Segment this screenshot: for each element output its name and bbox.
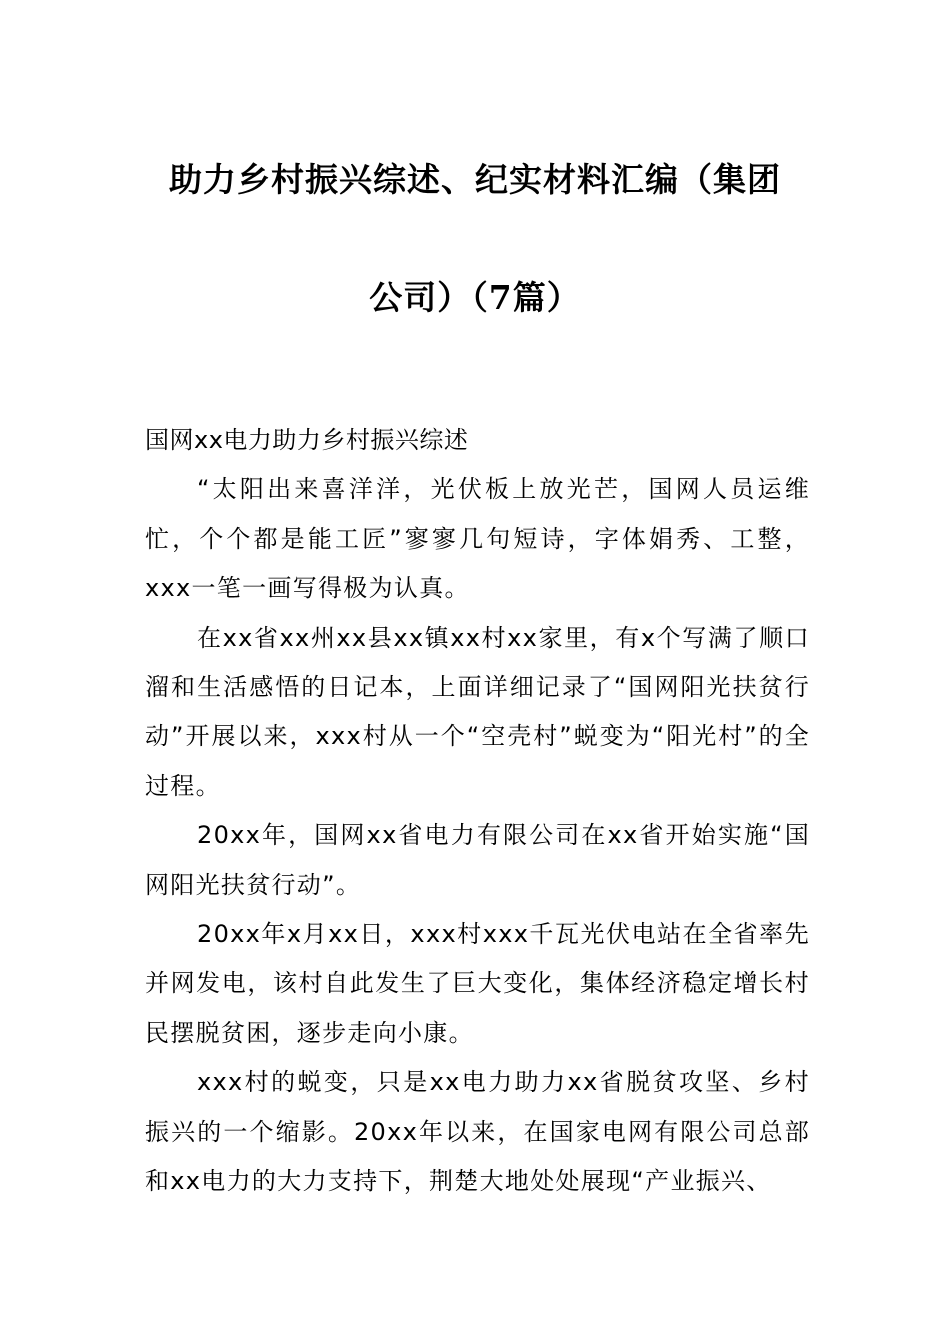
paragraph-3: 20xx年，国网xx省电力有限公司在xx省开始实施“国网阳光扶贫行动”。	[145, 821, 810, 899]
document-body	[145, 416, 810, 1207]
paragraph-1: “太阳出来喜洋洋，光伏板上放光芒，国网人员运维忙，个个都是能工匠”寥寥几句短诗，字体娟秀、工整，xxx一笔一画写得极为认真。	[145, 475, 810, 603]
paragraph-5: xxx村的蜕变，只是xx电力助力xx省脱贫攻坚、乡村振兴的一个缩影。20xx年以来，在国家电网有限公司总部和xx电力的大力支持下，荆楚大地处处展现“产业振兴、	[145, 1068, 810, 1196]
article-subheading: 国网xx电力助力乡村振兴综述	[145, 426, 469, 454]
paragraph-2: 在xx省xx州xx县xx镇xx村xx家里，有x个写满了顺口溜和生活感悟的日记本，上面详细记录了“国网阳光扶贫行动”开展以来，xxx村从一个“空壳村”蜕变为“阳光村”的全过程。	[145, 623, 810, 800]
document-title-line-1: 助力乡村振兴综述、纪实材料汇编（集团	[169, 160, 781, 199]
paragraph-4: 20xx年x月xx日，xxx村xxx千瓦光伏电站在全省率先并网发电，该村自此发生了巨大变化，集体经济稳定增长村民摆脱贫困，逐步走向小康。	[145, 920, 810, 1047]
document-title-line-2: 公司）（7篇）	[369, 278, 581, 317]
